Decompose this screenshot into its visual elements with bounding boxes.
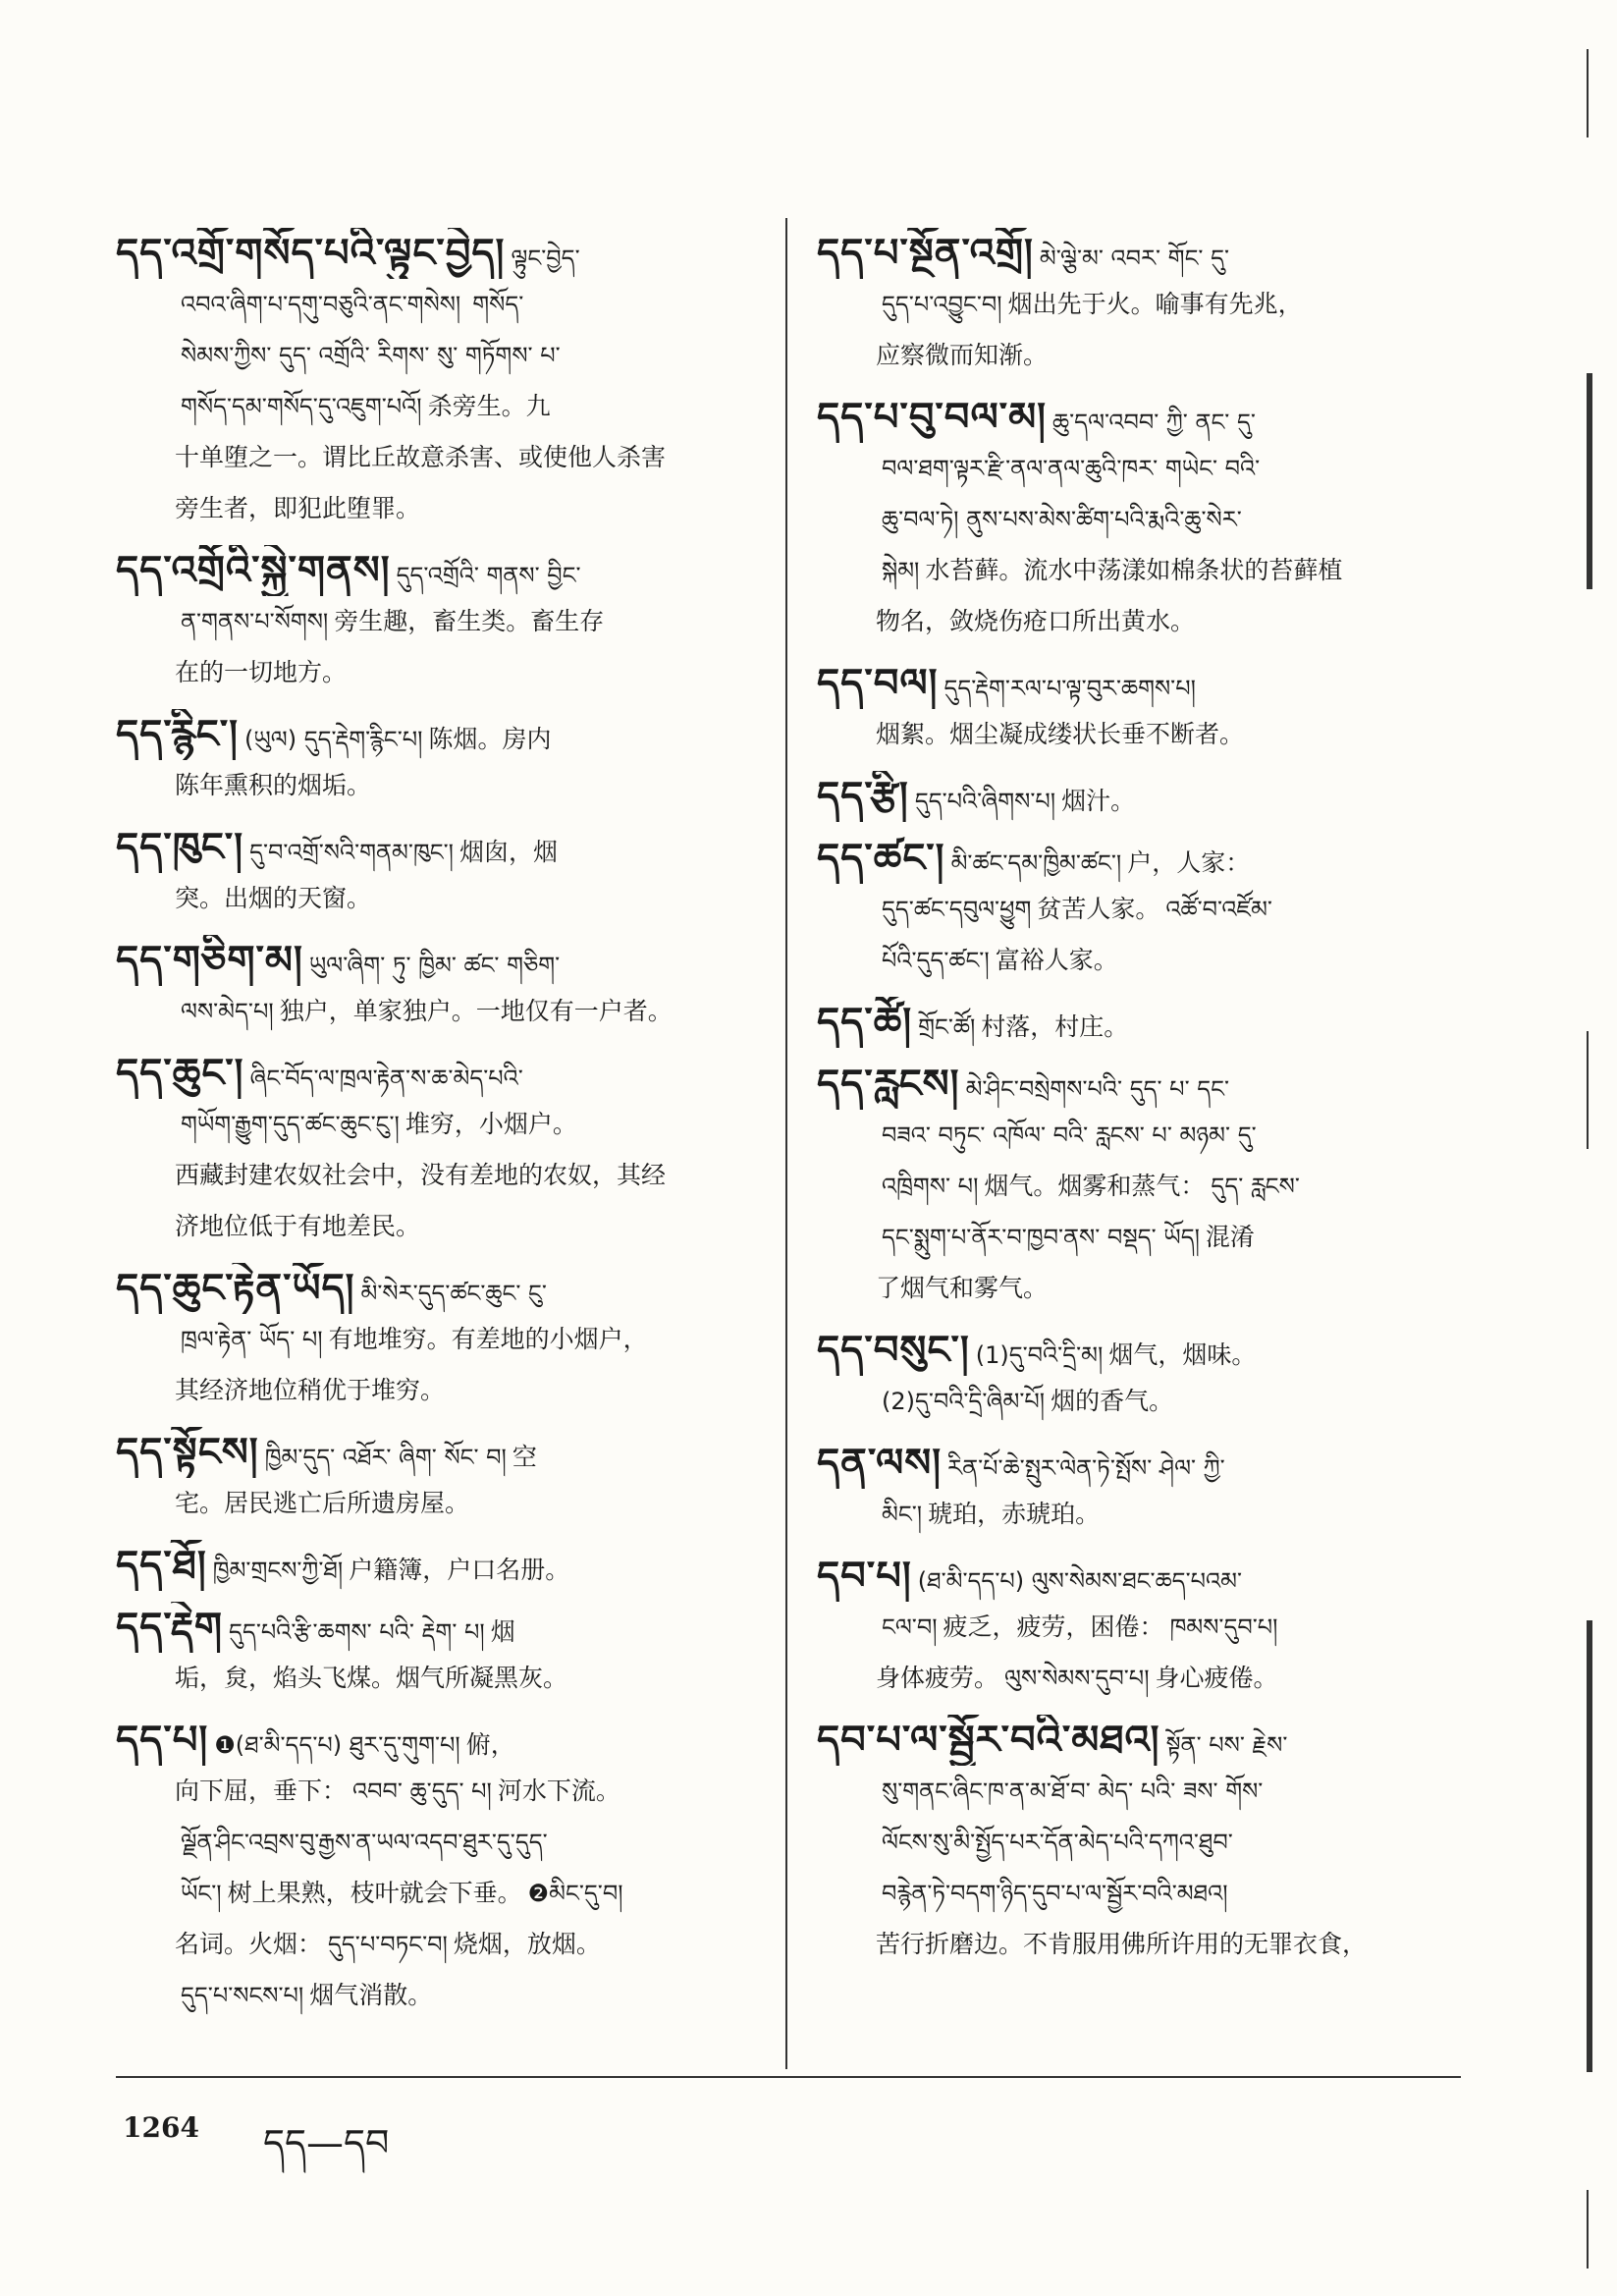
entry-line (817, 1715, 1445, 1766)
tibetan-text: གསོད་ (472, 291, 524, 318)
tibetan-text: བཟའ་ བཏུང་ འཁོལ་ བའི་ རླངས་ པ་ མཉམ་ དུ་ (882, 1121, 1257, 1149)
tibetan-text: ལོངས་སུ་མི་སྤྱོད་པར་དོན་མེད་པའི་དཀའ་ཐུབ་ (882, 1829, 1233, 1856)
page-number: 1264 (123, 2111, 199, 2144)
chinese-gloss: 宅。居民逃亡后所遗房屋。 (175, 1489, 470, 1517)
chinese-gloss: 烟气。烟雾和蒸气： (984, 1172, 1206, 1200)
chinese-gloss: 垢，炱，焰头飞煤。烟气所凝黑灰。 (175, 1664, 568, 1692)
tibetan-text: པོའི་དུད་ཚང་། (882, 947, 990, 974)
entry-line (116, 381, 744, 432)
entry-line (817, 833, 1445, 884)
dictionary-entry (817, 1438, 1445, 1540)
chinese-gloss: 烟的香气。 (1051, 1387, 1174, 1415)
entry-line (116, 709, 744, 760)
headword: དད་ཐོ། (116, 1543, 207, 1588)
headword: དན་ལས། (817, 1441, 943, 1486)
tibetan-text: (2)དུ་བའི་དྲི་ཞིམ་པོ། (882, 1388, 1046, 1415)
entry-line (116, 935, 744, 986)
dictionary-entry (817, 1551, 1445, 1704)
headword: དད་པ་བུ་བལ་མ། (817, 395, 1048, 440)
tibetan-text: གཡོག་རྒྱུག་དུད་ཚང་ཆུང་ངུ་། (181, 1111, 400, 1138)
headword: དད་བསུང་། (817, 1328, 970, 1373)
entry-line (817, 1817, 1445, 1868)
tibetan-text: དུ་བ་འགྲོ་སའི་གནམ་ཁུང་། (249, 839, 454, 866)
tibetan-text: སྐེམ། (882, 557, 920, 584)
entry-line (116, 1099, 744, 1150)
chinese-gloss: 苦行折磨边。不肯服用佛所许用的无罪衣食， (876, 1930, 1368, 1958)
entry-line (817, 1325, 1445, 1376)
headword: དད་འགྲོ་གསོད་པའི་ལྟུང་བྱེད། (116, 231, 506, 276)
headword: དད་རྙིང་། (116, 712, 239, 757)
dictionary-entry (116, 822, 744, 924)
tibetan-text: བལ་ཐག་ལྟར་རྫི་ནལ་ནལ་ཆུའི་ཁར་ གཡེང་ བའི་ (882, 455, 1261, 482)
tibetan-text: (ཐ་མི་དད་པ) ལུས་སེམས་ཐང་ཆད་པའམ་ (917, 1567, 1243, 1595)
tibetan-text: མི་ཚང་དམ་ཁྱིམ་ཚང་། (950, 849, 1122, 877)
chinese-gloss: 疲乏，疲劳，困倦： (943, 1613, 1164, 1641)
chinese-gloss: 身心疲倦。 (1155, 1664, 1278, 1692)
entry-line (817, 997, 1445, 1048)
tibetan-text: དུད་འགྲོའི་ གནས་ བྱིང་ (396, 562, 581, 589)
entry-line (116, 483, 744, 534)
entry-line (817, 279, 1445, 330)
column-divider (785, 218, 787, 2069)
entry-line (116, 1602, 744, 1653)
entry-line (817, 1438, 1445, 1489)
chinese-gloss: 烟出先于火。喻事有先兆， (1007, 290, 1303, 318)
margin-mark (1587, 1031, 1589, 1149)
dictionary-entry (116, 1602, 744, 1704)
tibetan-text: ལུས་སེམས་དུབ་པ། (1004, 1665, 1150, 1692)
chinese-gloss: 烧烟，放烟。 (453, 1930, 601, 1958)
entry-line (116, 545, 744, 596)
entry-line (116, 1150, 744, 1201)
dictionary-entry (817, 392, 1445, 647)
entry-line (817, 443, 1445, 494)
dictionary-entry (116, 1715, 744, 2021)
tibetan-text: ངལ་བ། (882, 1613, 938, 1641)
chinese-gloss: 烟汁。 (1061, 787, 1136, 815)
entry-line (116, 1868, 744, 1919)
headword: དད་རྡེག (116, 1605, 224, 1650)
chinese-gloss: 西藏封建农奴社会中，没有差地的农奴，其经 (175, 1161, 667, 1189)
entry-line (116, 432, 744, 483)
tibetan-text: དུད་ཚང་དབུལ་ཕྱུག (882, 896, 1032, 923)
chinese-gloss: 向下屈，垂下： (175, 1777, 348, 1805)
tibetan-text: འཁྲིགས་ པ། (882, 1173, 979, 1200)
entry-line (817, 935, 1445, 986)
chinese-gloss: 混淆 (1205, 1223, 1255, 1251)
tibetan-text: མེ་ལྕེ་མ་ འབར་ གོང་ དུ་ (1039, 245, 1230, 272)
dictionary-entry (817, 1715, 1445, 1970)
headword: དད་འགྲོའི་སྐྱེ་གནས། (116, 548, 391, 593)
entry-line (817, 1059, 1445, 1110)
margin-mark (1587, 373, 1592, 589)
chinese-gloss: 水苔藓。流水中荡漾如棉条状的苔藓植 (925, 556, 1343, 584)
chinese-gloss: 旁生者，即犯此堕罪。 (175, 494, 421, 522)
tibetan-text: ཆུ་བལ་ཏེ། ནུས་པས་མེས་ཚིག་པའི་རྨའི་ཆུ་སེར་ (882, 506, 1242, 533)
entry-line (116, 1540, 744, 1591)
dictionary-entry (817, 658, 1445, 760)
tibetan-text: དུད་པ་སངས་པ། (181, 1982, 304, 2009)
entry-line (817, 658, 1445, 709)
tibetan-text: འབབ་ ཆུ་དུད་ པ། (352, 1777, 492, 1805)
chinese-gloss: 烟絮。烟尘凝成缕状长垂不断者。 (876, 720, 1245, 748)
headword: དད་པ་སྔོན་འགྲོ། (817, 231, 1034, 276)
entry-line (817, 545, 1445, 596)
chinese-gloss: 有地堆穷。有差地的小烟户， (328, 1325, 648, 1353)
tibetan-text: ཁྱིམ་གྲངས་ཀྱི་ཐོ། (212, 1557, 344, 1584)
chinese-gloss: 俯， (465, 1730, 515, 1759)
tibetan-text: ཁྱིམ་དུད་ འཐོར་ ཞིག་ སོང་ བ། (264, 1444, 507, 1471)
chinese-gloss: 烟气，烟味。 (1108, 1340, 1257, 1369)
chinese-gloss: 户籍簿，户口名册。 (349, 1556, 570, 1584)
entry-line (116, 1201, 744, 1252)
entry-line (817, 1376, 1445, 1427)
dictionary-entry (817, 1325, 1445, 1427)
chinese-gloss: 旁生趣，畜生类。畜生存 (334, 607, 605, 635)
headword: དད་བལ། (817, 661, 939, 706)
tibetan-text: འཚོ་བ་འཛོམ་ (1165, 896, 1272, 923)
tibetan-text: ཁྲལ་རྟེན་ ཡོད་ པ། (181, 1326, 323, 1353)
headword: དད་ཚོ། (817, 1000, 913, 1045)
chinese-gloss: 十单堕之一。谓比丘故意杀害、或使他人杀害 (175, 443, 667, 471)
chinese-gloss: 烟气消散。 (309, 1981, 433, 2009)
entry-line (116, 1919, 744, 1970)
chinese-gloss: 堆穷，小烟户。 (404, 1110, 577, 1138)
headword: དབ་པ། (817, 1554, 912, 1599)
chinese-gloss: 空 (512, 1443, 537, 1471)
chinese-gloss: 了烟气和雾气。 (876, 1274, 1049, 1302)
headword: དད་ཚང་། (817, 836, 945, 881)
tibetan-text: ཡུལ་ཞིག་ ཏུ་ ཁྱིམ་ ཚང་ གཅིག་ (308, 952, 561, 979)
dictionary-entry (116, 545, 744, 698)
tibetan-text: བརྙེན་ཏེ་བདག་ཉིད་དུབ་པ་ལ་སྦྱོར་བའི་མཐའ། (882, 1880, 1228, 1907)
tibetan-text: ཞིང་བོད་ལ་ཁྲལ་རྟེན་ས་ཆ་མེད་པའི་ (249, 1065, 523, 1092)
dictionary-entry (116, 1048, 744, 1252)
entry-line (116, 760, 744, 811)
entry-line (116, 986, 744, 1037)
tibetan-text: ལྗོན་ཤིང་འབྲས་བུ་རྒྱས་ན་ཡལ་འདབ་ཐུར་དུ་དུད་ (181, 1829, 548, 1856)
margin-mark (1587, 49, 1589, 137)
right-column (817, 228, 1445, 1981)
tibetan-text: དུད་ རླངས་ (1211, 1173, 1300, 1200)
tibetan-text: མིང་། (882, 1501, 923, 1528)
headword: དད་ཆུང་། (116, 1051, 244, 1096)
entry-line (817, 1919, 1445, 1970)
entry-line (817, 771, 1445, 822)
entry-line (817, 1110, 1445, 1161)
tibetan-text: ཡོང་། (181, 1880, 222, 1907)
dictionary-entry (817, 1059, 1445, 1314)
tibetan-text: མི་སེར་དུད་ཚང་ཆུང་ ངུ་ (360, 1280, 547, 1307)
entry-line (817, 1766, 1445, 1817)
chinese-gloss: 在的一切地方。 (175, 658, 348, 686)
entry-line (116, 873, 744, 924)
entry-line (116, 1314, 744, 1365)
tibetan-text: དུད་རྡེག་རལ་པ་ལྟ་བུར་ཆགས་པ། (943, 675, 1196, 702)
tibetan-text: ཁམས་དུབ་པ། (1169, 1613, 1278, 1641)
headword: དད་རྩི། (817, 774, 909, 819)
dictionary-entry (817, 997, 1445, 1048)
tibetan-text: (1)དུ་བའི་དྲི་མ། (975, 1341, 1104, 1369)
tibetan-text: སྟོན་ པས་ རྗེས་ (1165, 1731, 1288, 1759)
chinese-gloss: 其经济地位稍优于堆穷。 (175, 1376, 446, 1404)
margin-mark (1587, 2190, 1589, 2269)
tibetan-text: ལས་མེད་པ། (181, 998, 274, 1025)
tibetan-text: གསོད་དམ་གསོད་དུ་འཇུག་པའོ། (181, 393, 422, 420)
margin-mark (1587, 1620, 1592, 2072)
entry-line (116, 1263, 744, 1314)
tibetan-text: དུད་པ་འབྱུང་བ། (882, 291, 1002, 318)
chinese-gloss: 陈烟。房内 (428, 725, 552, 753)
entry-line (817, 228, 1445, 279)
chinese-gloss: 突。出烟的天窗。 (175, 884, 372, 912)
tibetan-text: སེམས་ཀྱིས་ དུད་ འགྲོའི་ རིགས་ སུ་ གཏོགས་ པ་ (181, 342, 561, 369)
entry-line (817, 1263, 1445, 1314)
chinese-gloss: 名词。火烟： (175, 1930, 323, 1958)
tibetan-text: དུད་པ་བཏང་བ། (328, 1931, 448, 1958)
tibetan-text: སུ་གནང་ཞིང་ཁ་ན་མ་ཐོ་བ་ མེད་ པའི་ ཟས་ གོས་ (882, 1777, 1264, 1805)
entry-line (116, 1478, 744, 1529)
entry-line (116, 1817, 744, 1868)
entry-line (817, 494, 1445, 545)
headword-range: དད—དབ (263, 2121, 390, 2164)
entry-line (817, 1868, 1445, 1919)
entry-line (116, 822, 744, 873)
dictionary-entry (116, 1540, 744, 1591)
chinese-gloss: 琥珀，赤琥珀。 (928, 1500, 1101, 1528)
entry-line (817, 884, 1445, 935)
dictionary-entry (116, 935, 744, 1037)
headword: དད་སྟོངས། (116, 1430, 259, 1475)
entry-line (116, 1048, 744, 1099)
entry-line (817, 1161, 1445, 1212)
entry-line (116, 1365, 744, 1416)
headword: དད་རླངས། (817, 1062, 960, 1107)
entry-line (116, 1766, 744, 1817)
entry-line (116, 279, 744, 330)
tibetan-text: དུད་པའི་རྩི་ཆགས་ པའི་ རྡེག་ པ། (229, 1618, 485, 1646)
chinese-gloss: 河水下流。 (497, 1777, 620, 1805)
entry-line (116, 1653, 744, 1704)
tibetan-text: འབའ་ཞིག་པ་དགུ་བཅུའི་ནང་གསེས། (181, 291, 461, 318)
dictionary-entry (817, 228, 1445, 381)
headword: དད་པ། (116, 1718, 209, 1763)
chinese-gloss: 物名，敛烧伤疮口所出黄水。 (876, 607, 1196, 635)
dictionary-entry (116, 1263, 744, 1416)
entry-line (116, 1427, 744, 1478)
chinese-gloss: 富裕人家。 (995, 946, 1118, 974)
entry-line (116, 330, 744, 381)
tibetan-text: གྲོང་ཚོ། (918, 1013, 976, 1041)
chinese-gloss: 村落，村庄。 (981, 1012, 1129, 1041)
binding-margin-marks (1583, 49, 1596, 2269)
entry-line (817, 392, 1445, 443)
tibetan-text: དང་སྨུག་པ་ནོར་བ་ཁྱབ་ནས་ བསྡད་ ཡོད། (882, 1224, 1200, 1251)
dictionary-entry (817, 771, 1445, 822)
chinese-gloss: 户，人家： (1127, 848, 1251, 877)
dictionary-entry (116, 709, 744, 811)
entry-line (116, 1970, 744, 2021)
entry-line (817, 709, 1445, 760)
entry-line (817, 596, 1445, 647)
tibetan-text: ཆུ་དལ་འབབ་ ཀྱི་ ནང་ དུ་ (1052, 409, 1256, 436)
left-column (116, 228, 744, 2032)
entry-line (116, 596, 744, 647)
chinese-gloss: 独户，单家独户。一地仅有一户者。 (279, 997, 673, 1025)
entry-line (116, 1715, 744, 1766)
tibetan-text: ན་གནས་པ་སོགས། (181, 608, 329, 635)
chinese-gloss: 陈年熏积的烟垢。 (175, 771, 372, 799)
entry-line (817, 1212, 1445, 1263)
headword: དད་ཆུང་རྟེན་ཡོད། (116, 1266, 355, 1311)
chinese-gloss: 杀旁生。九 (427, 392, 551, 420)
entry-line (817, 330, 1445, 381)
tibetan-text: རིན་པོ་ཆེ་སྤུར་ལེན་ཏེ་སྤོས་ ཤེལ་ ཀྱི་ (947, 1454, 1225, 1482)
headword: དབ་པ་ལ་སྦྱོར་བའི་མཐའ། (817, 1718, 1160, 1763)
tibetan-text: མེ་ཤིང་བསྲེགས་པའི་ དུད་ པ་ དང་ (965, 1075, 1230, 1103)
dictionary-entry (116, 228, 744, 534)
tibetan-text: ལྟུང་བྱེད་ (511, 245, 580, 272)
chinese-gloss: 贫苦人家。 (1037, 895, 1160, 923)
entry-line (116, 228, 744, 279)
dictionary-entry (817, 833, 1445, 986)
tibetan-text: ❷མིང་དུ་བ། (527, 1880, 623, 1907)
dictionary-entry (116, 1427, 744, 1529)
chinese-gloss: 树上果熟，枝叶就会下垂。 (227, 1879, 522, 1907)
entry-line (817, 1653, 1445, 1704)
chinese-gloss: 烟囱，烟 (458, 838, 558, 866)
entry-line (817, 1489, 1445, 1540)
entry-line (116, 647, 744, 698)
chinese-gloss: 烟 (490, 1617, 515, 1646)
chinese-gloss: 身体疲劳。 (876, 1664, 999, 1692)
tibetan-text: (ཡུལ) དུད་རྡེག་རྙིང་པ། (244, 726, 423, 753)
tibetan-text: ❶(ཐ་མི་དད་པ) ཐུར་དུ་གུག་པ། (214, 1731, 460, 1759)
headword: དད་གཅིག་མ། (116, 938, 303, 983)
tibetan-text: དུད་པའི་ཞིགས་པ། (914, 788, 1056, 815)
chinese-gloss: 济地位低于有地差民。 (175, 1212, 421, 1240)
headword: དད་ཁུང་། (116, 825, 244, 870)
entry-line (817, 1602, 1445, 1653)
footer-rule (116, 2076, 1461, 2078)
entry-line (817, 1551, 1445, 1602)
chinese-gloss: 应察微而知渐。 (876, 341, 1049, 369)
